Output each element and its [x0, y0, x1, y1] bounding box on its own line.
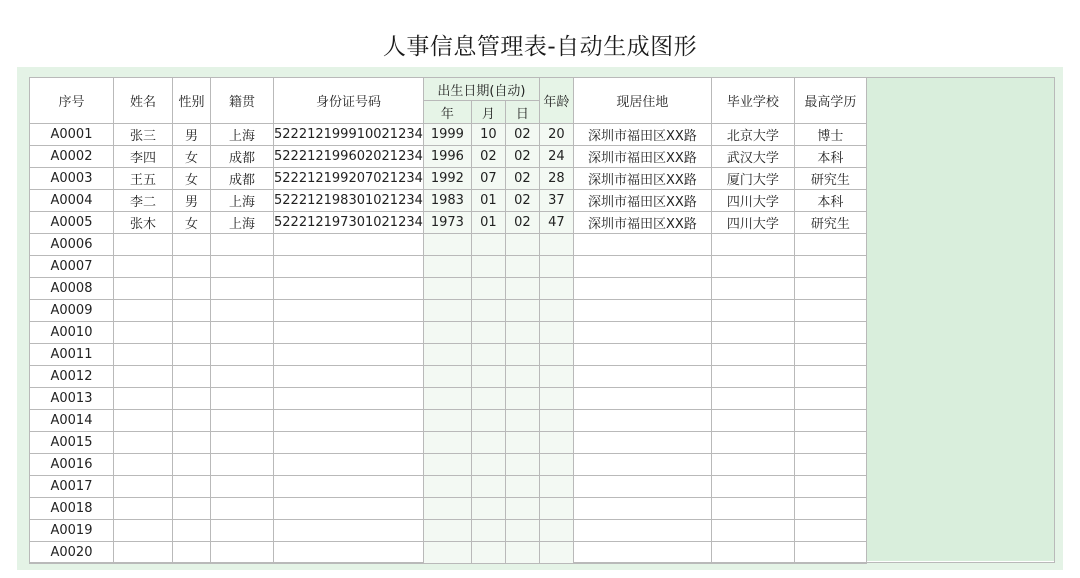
cell-address[interactable] — [573, 410, 711, 432]
cell-year[interactable]: 1983 — [423, 190, 471, 212]
cell-name[interactable] — [114, 542, 173, 564]
cell-education[interactable] — [794, 256, 866, 278]
cell-month[interactable] — [471, 300, 505, 322]
header-school[interactable]: 毕业学校 — [711, 78, 794, 124]
cell-year[interactable] — [423, 300, 471, 322]
cell-education[interactable]: 研究生 — [794, 212, 866, 234]
cell-education[interactable]: 本科 — [794, 146, 866, 168]
header-seq[interactable]: 序号 — [30, 78, 114, 124]
cell-address[interactable] — [573, 256, 711, 278]
cell-school[interactable] — [711, 432, 794, 454]
cell-year[interactable] — [423, 388, 471, 410]
header-origin[interactable]: 籍贯 — [211, 78, 274, 124]
cell-education[interactable] — [794, 520, 866, 542]
cell-school[interactable]: 四川大学 — [711, 190, 794, 212]
cell-month[interactable] — [471, 344, 505, 366]
cell-day[interactable] — [505, 366, 539, 388]
cell-year[interactable] — [423, 366, 471, 388]
cell-origin[interactable] — [211, 300, 274, 322]
cell-month[interactable] — [471, 432, 505, 454]
cell-seq[interactable]: A0004 — [30, 190, 114, 212]
cell-month[interactable]: 01 — [471, 190, 505, 212]
cell-id-number[interactable] — [274, 432, 424, 454]
cell-origin[interactable]: 成都 — [211, 168, 274, 190]
cell-seq[interactable]: A0014 — [30, 410, 114, 432]
cell-gender[interactable] — [173, 410, 211, 432]
cell-id-number[interactable] — [274, 234, 424, 256]
table-row — [30, 432, 867, 454]
cell-education[interactable]: 博士 — [794, 124, 866, 146]
cell-year[interactable] — [423, 234, 471, 256]
table-row — [30, 300, 867, 322]
cell-month[interactable] — [471, 476, 505, 498]
cell-name[interactable] — [114, 278, 173, 300]
cell-name[interactable] — [114, 322, 173, 344]
cell-year[interactable] — [423, 454, 471, 476]
cell-id-number[interactable] — [274, 410, 424, 432]
table-row — [30, 476, 867, 498]
cell-education[interactable] — [794, 410, 866, 432]
cell-origin[interactable] — [211, 454, 274, 476]
cell-school[interactable] — [711, 322, 794, 344]
cell-origin[interactable] — [211, 410, 274, 432]
cell-seq[interactable]: A0002 — [30, 146, 114, 168]
cell-gender[interactable]: 女 — [173, 146, 211, 168]
cell-year[interactable]: 1999 — [423, 124, 471, 146]
side-green-area — [866, 78, 1054, 561]
cell-gender[interactable]: 男 — [173, 190, 211, 212]
table-row — [30, 498, 867, 520]
cell-seq[interactable]: A0020 — [30, 542, 114, 564]
cell-gender[interactable] — [173, 366, 211, 388]
cell-seq[interactable]: A0010 — [30, 322, 114, 344]
cell-education[interactable] — [794, 388, 866, 410]
cell-origin[interactable] — [211, 322, 274, 344]
cell-gender[interactable] — [173, 520, 211, 542]
cell-month[interactable] — [471, 366, 505, 388]
cell-age[interactable] — [539, 410, 573, 432]
cell-name[interactable]: 张木 — [114, 212, 173, 234]
cell-education[interactable] — [794, 344, 866, 366]
header-name[interactable]: 姓名 — [114, 78, 173, 124]
cell-address[interactable] — [573, 278, 711, 300]
cell-address[interactable] — [573, 344, 711, 366]
cell-seq[interactable]: A0013 — [30, 388, 114, 410]
table-body — [30, 124, 867, 564]
cell-age[interactable] — [539, 454, 573, 476]
cell-year[interactable] — [423, 322, 471, 344]
cell-seq[interactable]: A0003 — [30, 168, 114, 190]
cell-origin[interactable]: 上海 — [211, 190, 274, 212]
cell-day[interactable] — [505, 388, 539, 410]
cell-name[interactable] — [114, 366, 173, 388]
cell-origin[interactable]: 上海 — [211, 212, 274, 234]
cell-name[interactable]: 李二 — [114, 190, 173, 212]
cell-age[interactable] — [539, 344, 573, 366]
cell-gender[interactable] — [173, 432, 211, 454]
cell-school[interactable]: 四川大学 — [711, 212, 794, 234]
cell-address[interactable]: 深圳市福田区XX路 — [573, 168, 711, 190]
cell-origin[interactable]: 成都 — [211, 146, 274, 168]
cell-day[interactable]: 02 — [505, 168, 539, 190]
table-row — [30, 542, 867, 564]
cell-year[interactable]: 1996 — [423, 146, 471, 168]
cell-month[interactable] — [471, 520, 505, 542]
table-row — [30, 190, 867, 212]
cell-id-number[interactable] — [274, 498, 424, 520]
header-day[interactable]: 日 — [505, 101, 539, 124]
cell-seq[interactable]: A0018 — [30, 498, 114, 520]
cell-seq[interactable]: A0007 — [30, 256, 114, 278]
cell-day[interactable] — [505, 322, 539, 344]
cell-age[interactable] — [539, 432, 573, 454]
cell-age[interactable] — [539, 234, 573, 256]
header-gender[interactable]: 性别 — [173, 78, 211, 124]
cell-age[interactable] — [539, 476, 573, 498]
cell-origin[interactable]: 上海 — [211, 124, 274, 146]
cell-address[interactable] — [573, 520, 711, 542]
table-row — [30, 410, 867, 432]
cell-year[interactable] — [423, 278, 471, 300]
cell-school[interactable] — [711, 366, 794, 388]
cell-age[interactable]: 20 — [539, 124, 573, 146]
cell-school[interactable]: 北京大学 — [711, 124, 794, 146]
header-year[interactable]: 年 — [423, 101, 471, 124]
cell-month[interactable]: 01 — [471, 212, 505, 234]
table-row — [30, 168, 867, 190]
header-id-number[interactable]: 身份证号码 — [274, 78, 424, 124]
cell-day[interactable] — [505, 520, 539, 542]
cell-id-number[interactable] — [274, 322, 424, 344]
cell-id-number[interactable] — [274, 388, 424, 410]
cell-id-number[interactable] — [274, 300, 424, 322]
cell-education[interactable] — [794, 542, 866, 564]
personnel-table — [29, 77, 867, 564]
cell-month[interactable] — [471, 498, 505, 520]
cell-month[interactable] — [471, 542, 505, 564]
cell-name[interactable] — [114, 498, 173, 520]
cell-gender[interactable] — [173, 322, 211, 344]
cell-id-number[interactable]: 522212198301021234 — [274, 190, 424, 212]
cell-id-number[interactable]: 522212199207021234 — [274, 168, 424, 190]
table-row — [30, 234, 867, 256]
cell-gender[interactable]: 女 — [173, 168, 211, 190]
cell-address[interactable] — [573, 388, 711, 410]
cell-name[interactable] — [114, 234, 173, 256]
cell-name[interactable] — [114, 388, 173, 410]
cell-origin[interactable] — [211, 256, 274, 278]
cell-origin[interactable] — [211, 366, 274, 388]
table-row — [30, 212, 867, 234]
cell-year[interactable] — [423, 344, 471, 366]
cell-education[interactable] — [794, 432, 866, 454]
header-education[interactable]: 最高学历 — [794, 78, 866, 124]
cell-education[interactable] — [794, 454, 866, 476]
cell-name[interactable]: 张三 — [114, 124, 173, 146]
cell-gender[interactable] — [173, 476, 211, 498]
table-row — [30, 322, 867, 344]
cell-day[interactable] — [505, 278, 539, 300]
table-row — [30, 366, 867, 388]
cell-seq[interactable]: A0017 — [30, 476, 114, 498]
table-row — [30, 520, 867, 542]
cell-id-number[interactable]: 522212199602021234 — [274, 146, 424, 168]
cell-id-number[interactable] — [274, 542, 424, 564]
cell-address[interactable]: 深圳市福田区XX路 — [573, 190, 711, 212]
cell-address[interactable] — [573, 454, 711, 476]
cell-month[interactable] — [471, 278, 505, 300]
cell-gender[interactable] — [173, 344, 211, 366]
table-row — [30, 146, 867, 168]
cell-gender[interactable]: 女 — [173, 212, 211, 234]
cell-day[interactable] — [505, 300, 539, 322]
cell-name[interactable] — [114, 432, 173, 454]
cell-day[interactable] — [505, 454, 539, 476]
cell-seq[interactable]: A0005 — [30, 212, 114, 234]
cell-address[interactable] — [573, 366, 711, 388]
cell-seq[interactable]: A0015 — [30, 432, 114, 454]
cell-month[interactable] — [471, 234, 505, 256]
cell-school[interactable]: 武汉大学 — [711, 146, 794, 168]
cell-id-number[interactable] — [274, 256, 424, 278]
cell-gender[interactable] — [173, 234, 211, 256]
cell-age[interactable] — [539, 322, 573, 344]
cell-seq[interactable]: A0016 — [30, 454, 114, 476]
header-age[interactable]: 年龄 — [539, 78, 573, 124]
cell-name[interactable] — [114, 344, 173, 366]
cell-address[interactable]: 深圳市福田区XX路 — [573, 124, 711, 146]
cell-education[interactable] — [794, 366, 866, 388]
cell-school[interactable]: 厦门大学 — [711, 168, 794, 190]
cell-school[interactable] — [711, 234, 794, 256]
cell-age[interactable] — [539, 366, 573, 388]
cell-age[interactable]: 28 — [539, 168, 573, 190]
cell-age[interactable] — [539, 498, 573, 520]
cell-id-number[interactable] — [274, 476, 424, 498]
cell-address[interactable]: 深圳市福田区XX路 — [573, 146, 711, 168]
cell-gender[interactable] — [173, 278, 211, 300]
cell-id-number[interactable] — [274, 454, 424, 476]
cell-education[interactable]: 研究生 — [794, 168, 866, 190]
cell-name[interactable] — [114, 300, 173, 322]
cell-seq[interactable]: A0019 — [30, 520, 114, 542]
cell-origin[interactable] — [211, 344, 274, 366]
cell-address[interactable] — [573, 322, 711, 344]
table-row — [30, 388, 867, 410]
table-row — [30, 454, 867, 476]
cell-address[interactable] — [573, 234, 711, 256]
cell-name[interactable] — [114, 476, 173, 498]
cell-month[interactable] — [471, 410, 505, 432]
cell-origin[interactable] — [211, 432, 274, 454]
cell-day[interactable]: 02 — [505, 124, 539, 146]
cell-day[interactable]: 02 — [505, 146, 539, 168]
cell-month[interactable]: 07 — [471, 168, 505, 190]
cell-day[interactable] — [505, 432, 539, 454]
cell-education[interactable]: 本科 — [794, 190, 866, 212]
cell-day[interactable] — [505, 498, 539, 520]
cell-age[interactable]: 47 — [539, 212, 573, 234]
cell-day[interactable]: 02 — [505, 212, 539, 234]
cell-day[interactable] — [505, 476, 539, 498]
cell-education[interactable] — [794, 476, 866, 498]
cell-origin[interactable] — [211, 476, 274, 498]
cell-year[interactable] — [423, 256, 471, 278]
cell-education[interactable] — [794, 278, 866, 300]
cell-id-number[interactable] — [274, 278, 424, 300]
cell-day[interactable] — [505, 234, 539, 256]
cell-school[interactable] — [711, 476, 794, 498]
sheet-title: 人事信息管理表-自动生成图形 — [382, 34, 698, 60]
cell-school[interactable] — [711, 344, 794, 366]
cell-address[interactable] — [573, 498, 711, 520]
cell-school[interactable] — [711, 498, 794, 520]
cell-age[interactable] — [539, 520, 573, 542]
cell-year[interactable] — [423, 476, 471, 498]
cell-school[interactable] — [711, 388, 794, 410]
cell-year[interactable]: 1973 — [423, 212, 471, 234]
cell-id-number[interactable]: 522212199910021234 — [274, 124, 424, 146]
cell-address[interactable] — [573, 432, 711, 454]
cell-seq[interactable]: A0008 — [30, 278, 114, 300]
cell-gender[interactable]: 男 — [173, 124, 211, 146]
cell-id-number[interactable] — [274, 520, 424, 542]
cell-age[interactable] — [539, 278, 573, 300]
cell-address[interactable] — [573, 476, 711, 498]
cell-seq[interactable]: A0011 — [30, 344, 114, 366]
cell-gender[interactable] — [173, 454, 211, 476]
cell-education[interactable] — [794, 300, 866, 322]
cell-education[interactable] — [794, 234, 866, 256]
cell-month[interactable] — [471, 322, 505, 344]
cell-school[interactable] — [711, 256, 794, 278]
cell-education[interactable] — [794, 498, 866, 520]
header-month[interactable]: 月 — [471, 101, 505, 124]
cell-gender[interactable] — [173, 256, 211, 278]
cell-school[interactable] — [711, 410, 794, 432]
cell-address[interactable] — [573, 300, 711, 322]
table-row — [30, 344, 867, 366]
cell-month[interactable] — [471, 454, 505, 476]
cell-day[interactable] — [505, 542, 539, 564]
cell-education[interactable] — [794, 322, 866, 344]
cell-day[interactable] — [505, 410, 539, 432]
cell-gender[interactable] — [173, 542, 211, 564]
cell-day[interactable]: 02 — [505, 190, 539, 212]
cell-address[interactable] — [573, 542, 711, 564]
cell-year[interactable] — [423, 410, 471, 432]
cell-month[interactable]: 10 — [471, 124, 505, 146]
cell-id-number[interactable] — [274, 344, 424, 366]
cell-name[interactable]: 王五 — [114, 168, 173, 190]
cell-name[interactable] — [114, 410, 173, 432]
cell-origin[interactable] — [211, 388, 274, 410]
cell-gender[interactable] — [173, 388, 211, 410]
cell-name[interactable] — [114, 256, 173, 278]
cell-seq[interactable]: A0001 — [30, 124, 114, 146]
cell-school[interactable] — [711, 542, 794, 564]
cell-school[interactable] — [711, 454, 794, 476]
cell-age[interactable]: 24 — [539, 146, 573, 168]
cell-gender[interactable] — [173, 300, 211, 322]
cell-age[interactable]: 37 — [539, 190, 573, 212]
cell-school[interactable] — [711, 300, 794, 322]
cell-school[interactable] — [711, 278, 794, 300]
cell-origin[interactable] — [211, 520, 274, 542]
cell-name[interactable] — [114, 454, 173, 476]
header-address[interactable]: 现居住地 — [573, 78, 711, 124]
cell-year[interactable] — [423, 542, 471, 564]
cell-age[interactable] — [539, 256, 573, 278]
cell-age[interactable] — [539, 300, 573, 322]
cell-seq[interactable]: A0006 — [30, 234, 114, 256]
table-row — [30, 278, 867, 300]
cell-id-number[interactable] — [274, 366, 424, 388]
cell-month[interactable] — [471, 256, 505, 278]
cell-id-number[interactable]: 522212197301021234 — [274, 212, 424, 234]
cell-age[interactable] — [539, 542, 573, 564]
cell-address[interactable]: 深圳市福田区XX路 — [573, 212, 711, 234]
table-row — [30, 256, 867, 278]
cell-day[interactable] — [505, 344, 539, 366]
cell-school[interactable] — [711, 520, 794, 542]
cell-day[interactable] — [505, 256, 539, 278]
cell-year[interactable]: 1992 — [423, 168, 471, 190]
cell-seq[interactable]: A0009 — [30, 300, 114, 322]
cell-year[interactable] — [423, 498, 471, 520]
cell-year[interactable] — [423, 432, 471, 454]
cell-year[interactable] — [423, 520, 471, 542]
cell-origin[interactable] — [211, 542, 274, 564]
cell-age[interactable] — [539, 388, 573, 410]
header-birth-group[interactable]: 出生日期(自动) — [423, 78, 539, 101]
cell-gender[interactable] — [173, 498, 211, 520]
cell-origin[interactable] — [211, 278, 274, 300]
cell-seq[interactable]: A0012 — [30, 366, 114, 388]
cell-origin[interactable] — [211, 234, 274, 256]
cell-month[interactable]: 02 — [471, 146, 505, 168]
cell-name[interactable]: 李四 — [114, 146, 173, 168]
cell-origin[interactable] — [211, 498, 274, 520]
table-row — [30, 124, 867, 146]
cell-month[interactable] — [471, 388, 505, 410]
cell-name[interactable] — [114, 520, 173, 542]
